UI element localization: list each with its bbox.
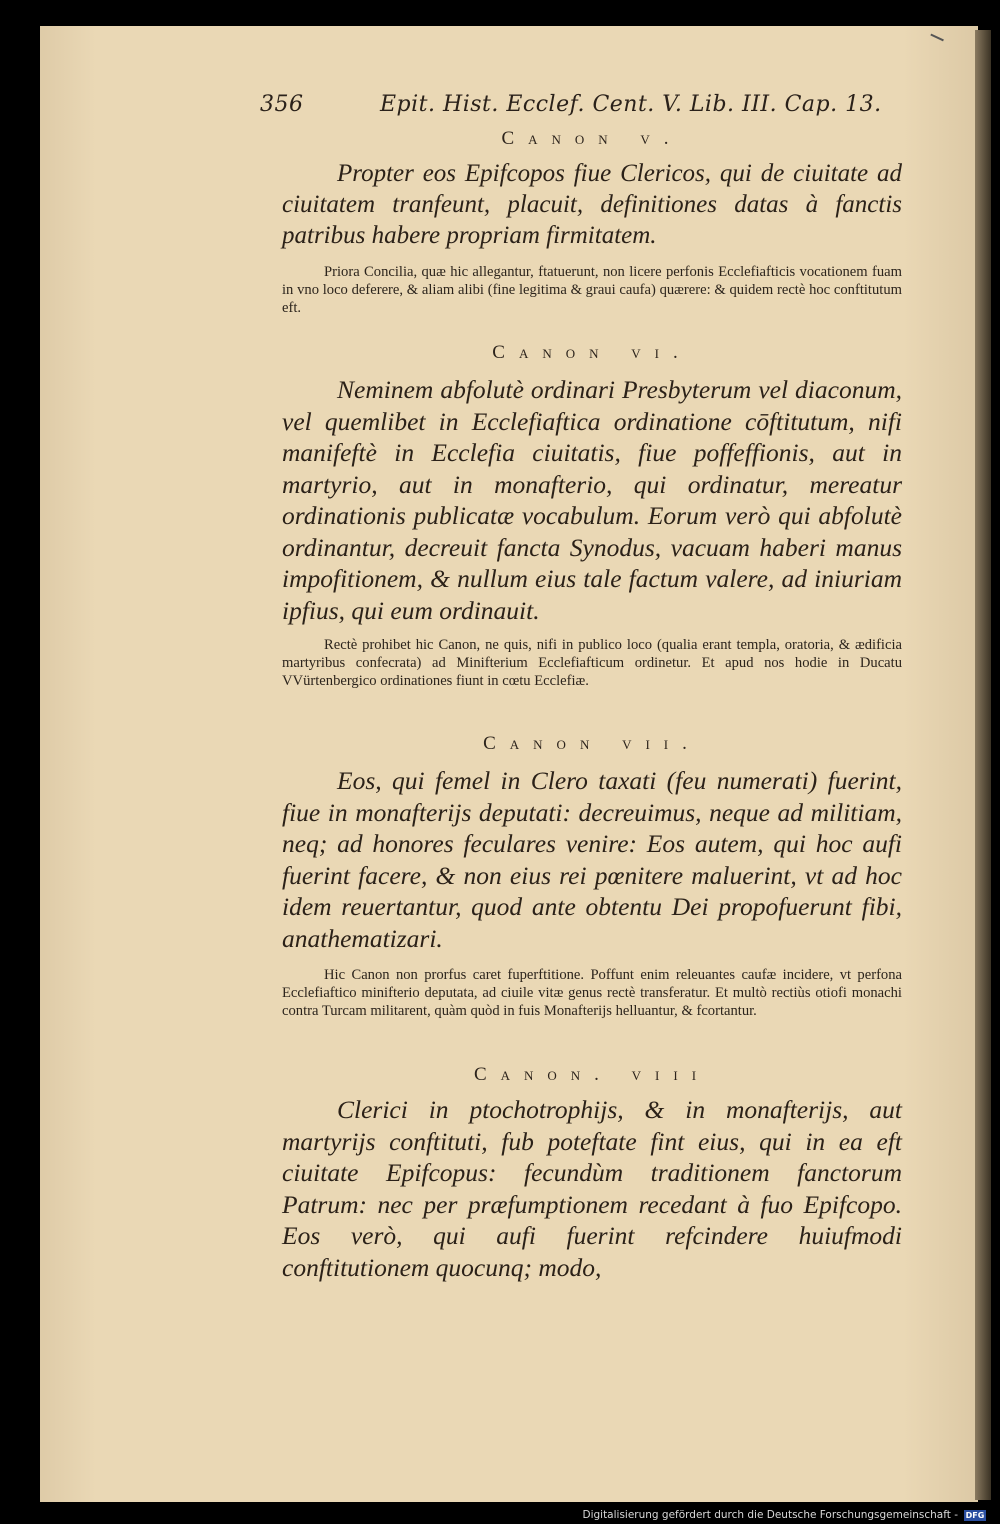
canon-heading: Canon. viii [473,1064,711,1085]
canon-text: Neminem abfolutè ordinari Presbyterum vel diaconum, vel quemlibet in Ecclefiaftica ordinatione cōftitutum, nifi manifeftè in Ecclefia ciuitatis, fiue poffeffionis, aut in martyrio, aut in monafterio, qui ordinatur, mereatur ordinationis publicatæ vocabulum. Eorum verò qui abfolutè ordinantur, decreuit fancta Synodus, vacuam haberi manus impofitionem, & nullum eius tale factum valere, ad iniuriam ipfius, qui eum ordinauit. [282,375,902,625]
footer-bar [0,1508,1000,1524]
canon-text: Eos, qui femel in Clero taxati (feu numerati) fuerint, fiue in monafterijs deputati: decreuimus, neque ad militiam, neq; ad honores feculares venire: Eos autem, qui hoc aufi fuerint facere, & non eius rei pœnitere maluerint, vt ad hoc idem reuertantur, quod ante obtentu Dei propofuerunt fibi, anathematizari. [282,766,902,953]
canon-7 [282,733,902,1020]
running-title: Epit. Hist. Ecclef. Cent. V. Lib. III. Cap. 13. [380,92,882,117]
canon-6 [282,342,902,690]
canon-8 [282,1064,902,1283]
page-edge [975,30,991,1500]
canon-heading: Canon vii. [483,733,701,754]
canon-heading: Canon v. [501,128,683,149]
dfg-logo-icon: DFG [965,1511,985,1520]
canon-commentary: Priora Concilia, quæ hic allegantur, ftatuerunt, non licere perfonis Ecclefiafticis vocationem fuam in vno loco deferere, & aliam alibi (fine legitima & graui caufa) quærere: & quidem rectè hoc conftitutum eft. [282,264,902,316]
canon-commentary: Rectè prohibet hic Canon, ne quis, nifi in publico loco (qualia erant templa, oratoria, & ædificia martyribus confecrata) ad Minifterium Ecclefiafticum ordinetur. Et apud nos hodie in Ducatu VVürtenbergico ordinationes fiunt in cœtu Ecclefiæ. [282,637,902,689]
canon-text: Propter eos Epifcopos fiue Clericos, qui de ciuitate ad ciuitatem tranfeunt, placuit, definitiones datas à fanctis patribus habere propriam firmitatem. [282,160,902,249]
canon-heading: Canon vi. [492,342,692,363]
page-number: 356 [260,92,304,117]
canon-commentary: Hic Canon non prorfus caret fuperftitione. Poffunt enim releuantes caufæ incidere, vt perfona Ecclefiaftico minifterio deputata, ad ciuile vitæ genus rectè transferatur. Et multò rectiùs otiofi monachi contra Turcam militarent, quàm quòd in fuis Monafterijs helluantur, & fcortantur. [282,967,902,1019]
footer-credit: Digitalisierung gefördert durch die Deutsche Forschungsgemeinschaft - [582,1509,958,1521]
canon-text: Clerici in ptochotrophijs, & in monafterijs, aut martyrijs conftituti, fub poteftate fint eius, qui in ea eft ciuitate Epifcopus: fecundùm traditionem fanctorum Patrum: nec per præfumptionem recedant à fuo Epifcopo. Eos verò, qui aufi fuerint refcindere huiufmodi conftitutionem quocunq; modo, [282,1095,902,1282]
canon-5 [282,128,902,317]
